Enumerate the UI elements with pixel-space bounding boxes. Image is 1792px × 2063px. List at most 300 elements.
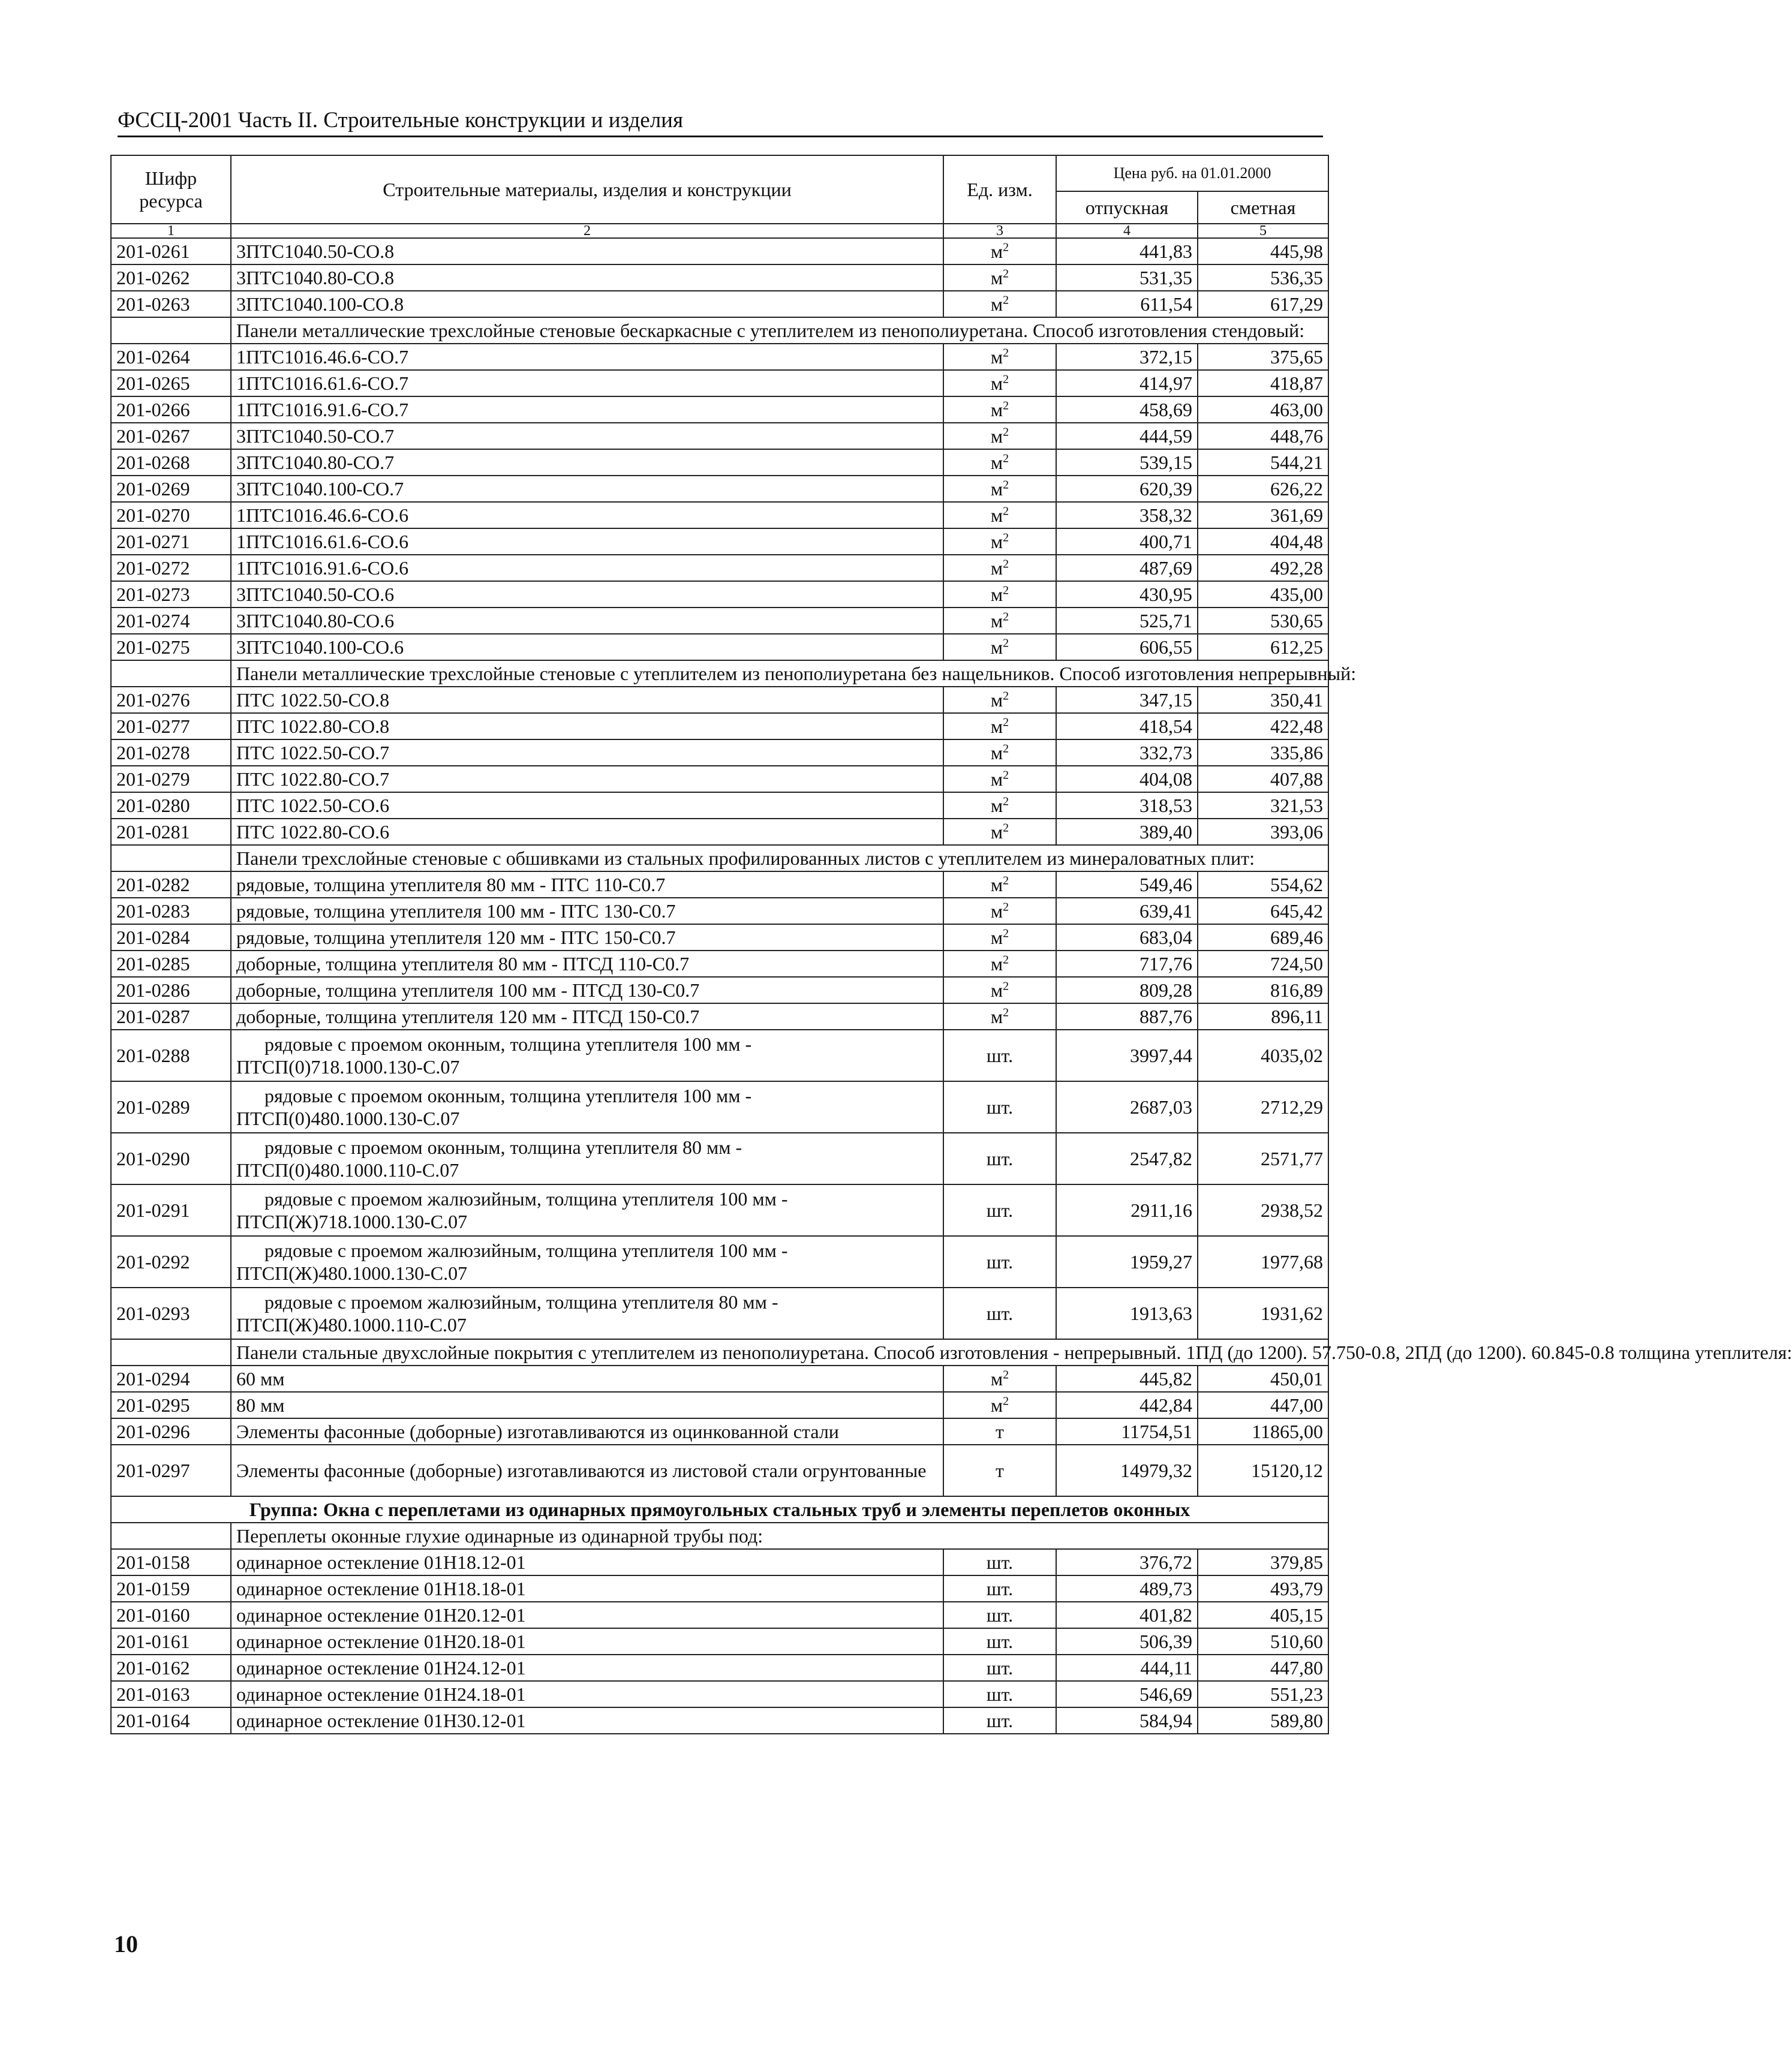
table-row xyxy=(111,502,1328,528)
material-name-line: рядовые с проемом жалюзийным, толщина утеплителя 100 мм - xyxy=(264,1240,788,1261)
estimate-price: 492,28 xyxy=(1198,555,1328,581)
unit-label: шт. xyxy=(986,1303,1014,1324)
table-row xyxy=(111,1707,1328,1734)
resource-code: 201-0161 xyxy=(111,1628,231,1655)
table-row xyxy=(111,1288,1328,1339)
section-heading: Панели трехслойные стеновые с обшивками из стальных профилированных листов с утеплителем из минераловатных плит: xyxy=(231,845,1328,871)
unit-label: м xyxy=(990,900,1003,922)
release-price: 2911,16 xyxy=(1056,1184,1198,1236)
section-heading-row xyxy=(111,1523,1328,1549)
release-price: 683,04 xyxy=(1056,924,1198,951)
table-row xyxy=(111,1549,1328,1575)
table-row xyxy=(111,1602,1328,1628)
table-row xyxy=(111,687,1328,713)
table-row xyxy=(111,1133,1328,1184)
resource-code: 201-0163 xyxy=(111,1681,231,1707)
material-name: 1ПТС1016.91.6-СО.7 xyxy=(231,396,943,423)
resource-code: 201-0262 xyxy=(111,264,231,291)
unit-label: м xyxy=(990,715,1003,737)
square-superscript: 2 xyxy=(1003,742,1009,756)
group-heading: Группа: Окна с переплетами из одинарных прямоугольных стальных труб и элементы переплетов оконных xyxy=(111,1496,1328,1523)
unit-label: м xyxy=(990,953,1003,975)
table-row xyxy=(111,1030,1328,1081)
resource-code: 201-0270 xyxy=(111,502,231,528)
square-superscript: 2 xyxy=(1003,452,1009,465)
material-name: 3ПТС1040.50-СО.7 xyxy=(231,423,943,449)
unit xyxy=(943,1133,1056,1184)
section-heading-row xyxy=(111,660,1328,687)
resource-code: 201-0162 xyxy=(111,1655,231,1681)
unit-label: шт. xyxy=(986,1551,1014,1573)
estimate-price: 530,65 xyxy=(1198,608,1328,634)
release-price: 809,28 xyxy=(1056,977,1198,1003)
unit xyxy=(943,264,1056,291)
release-price: 389,40 xyxy=(1056,819,1198,845)
unit-label: м xyxy=(990,636,1003,658)
section-heading-row xyxy=(111,1339,1328,1366)
release-price: 584,94 xyxy=(1056,1707,1198,1734)
col-number: 2 xyxy=(231,224,943,238)
empty-cell xyxy=(111,1523,231,1549)
unit xyxy=(943,291,1056,317)
table-row xyxy=(111,792,1328,819)
release-price: 1959,27 xyxy=(1056,1236,1198,1288)
release-price: 444,11 xyxy=(1056,1655,1198,1681)
resource-code: 201-0261 xyxy=(111,238,231,264)
material-name: одинарное остекление 01Н24.18-01 xyxy=(231,1681,943,1707)
unit xyxy=(943,1003,1056,1030)
estimate-price: 422,48 xyxy=(1198,713,1328,739)
unit xyxy=(943,344,1056,370)
table-row xyxy=(111,1681,1328,1707)
resource-code: 201-0164 xyxy=(111,1707,231,1734)
material-name-line: рядовые с проемом оконным, толщина утеплителя 100 мм - xyxy=(264,1085,752,1106)
resource-code: 201-0264 xyxy=(111,344,231,370)
estimate-price: 2938,52 xyxy=(1198,1184,1328,1236)
release-price: 414,97 xyxy=(1056,370,1198,396)
empty-cell xyxy=(111,660,231,687)
resource-code: 201-0280 xyxy=(111,792,231,819)
square-superscript: 2 xyxy=(1003,372,1009,386)
section-heading: Панели металлические трехслойные стеновые с утеплителем из пенополиуретана без нащельников. Способ изготовления непрерывный: xyxy=(231,660,1328,687)
material-name: Элементы фасонные (доборные) изготавливаются из листовой стали огрунтованные xyxy=(231,1445,943,1496)
unit xyxy=(943,1288,1056,1339)
material-name: ПТС 1022.80-СО.8 xyxy=(231,713,943,739)
resource-code: 201-0286 xyxy=(111,977,231,1003)
table-row xyxy=(111,1655,1328,1681)
unit xyxy=(943,555,1056,581)
unit xyxy=(943,1366,1056,1392)
release-price: 2687,03 xyxy=(1056,1081,1198,1133)
material-name: Элементы фасонные (доборные) изготавливаются из оцинкованной стали xyxy=(231,1418,943,1445)
release-price: 506,39 xyxy=(1056,1628,1198,1655)
empty-cell xyxy=(111,845,231,871)
section-heading: Панели стальные двухслойные покрытия с утеплителем из пенополиуретана. Способ изготовления - непрерывный. 1ПД (до 1200). 57.750-0.8, 2ПД (до 1200). 60.845-0.8 толщина утеплителя: xyxy=(231,1339,1328,1366)
material-name: одинарное остекление 01Н20.18-01 xyxy=(231,1628,943,1655)
release-price: 332,73 xyxy=(1056,739,1198,766)
unit-label: м xyxy=(990,425,1003,447)
unit xyxy=(943,1602,1056,1628)
material-name: одинарное остекление 01Н18.18-01 xyxy=(231,1575,943,1602)
table-row xyxy=(111,1366,1328,1392)
estimate-price: 404,48 xyxy=(1198,528,1328,555)
estimate-price: 15120,12 xyxy=(1198,1445,1328,1496)
table-row xyxy=(111,871,1328,898)
resource-code: 201-0159 xyxy=(111,1575,231,1602)
col-number: 3 xyxy=(943,224,1056,238)
square-superscript: 2 xyxy=(1003,346,1009,360)
estimate-price: 551,23 xyxy=(1198,1681,1328,1707)
release-price: 489,73 xyxy=(1056,1575,1198,1602)
section-heading: Панели металлические трехслойные стеновые бескаркасные с утеплителем из пенополиуретана. Способ изготовления стендовый: xyxy=(231,317,1328,344)
resource-code: 201-0269 xyxy=(111,476,231,502)
resource-code: 201-0295 xyxy=(111,1392,231,1418)
unit-label: м xyxy=(990,372,1003,394)
estimate-price: 435,00 xyxy=(1198,581,1328,608)
estimate-price: 626,22 xyxy=(1198,476,1328,502)
unit xyxy=(943,1628,1056,1655)
square-superscript: 2 xyxy=(1003,267,1009,281)
square-superscript: 2 xyxy=(1003,795,1009,808)
table-row xyxy=(111,238,1328,264)
unit xyxy=(943,449,1056,476)
resource-code: 201-0266 xyxy=(111,396,231,423)
table-row xyxy=(111,1575,1328,1602)
unit-label: м xyxy=(990,531,1003,552)
release-price: 14979,32 xyxy=(1056,1445,1198,1496)
unit-label: м xyxy=(990,557,1003,579)
resource-code: 201-0282 xyxy=(111,871,231,898)
release-price: 430,95 xyxy=(1056,581,1198,608)
unit-label: шт. xyxy=(986,1199,1014,1221)
unit-label: м xyxy=(990,610,1003,631)
square-superscript: 2 xyxy=(1003,504,1009,518)
estimate-price: 612,25 xyxy=(1198,634,1328,660)
release-price: 611,54 xyxy=(1056,291,1198,317)
table-row xyxy=(111,1081,1328,1133)
estimate-price: 554,62 xyxy=(1198,871,1328,898)
square-superscript: 2 xyxy=(1003,821,1009,835)
col-number: 4 xyxy=(1056,224,1198,238)
unit xyxy=(943,396,1056,423)
material-name: 1ПТС1016.91.6-СО.6 xyxy=(231,555,943,581)
table-row xyxy=(111,713,1328,739)
unit-label: шт. xyxy=(986,1578,1014,1599)
material-name-line: рядовые с проемом жалюзийным, толщина утеплителя 80 мм - xyxy=(264,1291,778,1313)
table-row xyxy=(111,528,1328,555)
resource-code: 201-0293 xyxy=(111,1288,231,1339)
estimate-price: 4035,02 xyxy=(1198,1030,1328,1081)
table-row xyxy=(111,1418,1328,1445)
material-mark: ПТСП(0)480.1000.130-С.07 xyxy=(236,1108,460,1129)
unit xyxy=(943,1184,1056,1236)
unit xyxy=(943,871,1056,898)
table-row xyxy=(111,739,1328,766)
unit-label: м xyxy=(990,979,1003,1001)
unit xyxy=(943,581,1056,608)
unit-label: шт. xyxy=(986,1631,1014,1652)
estimate-price: 896,11 xyxy=(1198,1003,1328,1030)
unit xyxy=(943,792,1056,819)
estimate-price: 536,35 xyxy=(1198,264,1328,291)
table-row xyxy=(111,766,1328,792)
table-row xyxy=(111,476,1328,502)
table-row xyxy=(111,423,1328,449)
estimate-price: 407,88 xyxy=(1198,766,1328,792)
material-mark: ПТСП(0)718.1000.130-С.07 xyxy=(236,1056,460,1078)
unit xyxy=(943,951,1056,977)
square-superscript: 2 xyxy=(1003,768,1009,782)
estimate-price: 445,98 xyxy=(1198,238,1328,264)
unit-label: шт. xyxy=(986,1251,1014,1273)
unit xyxy=(943,476,1056,502)
unit-label: шт. xyxy=(986,1710,1014,1731)
release-price: 620,39 xyxy=(1056,476,1198,502)
material-name-line: рядовые с проемом оконным, толщина утеплителя 80 мм - xyxy=(264,1136,742,1158)
square-superscript: 2 xyxy=(1003,478,1009,492)
section-heading: Переплеты оконные глухие одинарные из одинарной трубы под: xyxy=(231,1523,1328,1549)
material-name xyxy=(231,1030,943,1081)
table-row xyxy=(111,608,1328,634)
price-table xyxy=(110,155,1792,1734)
estimate-price: 447,80 xyxy=(1198,1655,1328,1681)
estimate-price: 405,15 xyxy=(1198,1602,1328,1628)
material-name: доборные, толщина утеплителя 80 мм - ПТСД 110-С0.7 xyxy=(231,951,943,977)
estimate-price: 510,60 xyxy=(1198,1628,1328,1655)
material-name xyxy=(231,1081,943,1133)
material-name: 1ПТС1016.61.6-СО.6 xyxy=(231,528,943,555)
material-name: 1ПТС1016.46.6-СО.6 xyxy=(231,502,943,528)
resource-code: 201-0273 xyxy=(111,581,231,608)
table-row xyxy=(111,264,1328,291)
release-price: 418,54 xyxy=(1056,713,1198,739)
estimate-price: 2571,77 xyxy=(1198,1133,1328,1184)
release-price: 606,55 xyxy=(1056,634,1198,660)
resource-code: 201-0160 xyxy=(111,1602,231,1628)
material-name: рядовые, толщина утеплителя 80 мм - ПТС 110-С0.7 xyxy=(231,871,943,898)
resource-code: 201-0268 xyxy=(111,449,231,476)
table-row xyxy=(111,1184,1328,1236)
estimate-price: 11865,00 xyxy=(1198,1418,1328,1445)
material-name: доборные, толщина утеплителя 120 мм - ПТСД 150-С0.7 xyxy=(231,1003,943,1030)
square-superscript: 2 xyxy=(1003,874,1009,888)
material-mark: ПТСП(Ж)480.1000.130-С.07 xyxy=(236,1262,468,1284)
material-name-line: рядовые с проемом жалюзийным, толщина утеплителя 100 мм - xyxy=(264,1188,788,1210)
resource-code: 201-0278 xyxy=(111,739,231,766)
resource-code: 201-0284 xyxy=(111,924,231,951)
material-name: ПТС 1022.50-СО.8 xyxy=(231,687,943,713)
unit xyxy=(943,1707,1056,1734)
release-price: 487,69 xyxy=(1056,555,1198,581)
unit xyxy=(943,739,1056,766)
resource-code: 201-0287 xyxy=(111,1003,231,1030)
unit-label: м xyxy=(990,768,1003,790)
estimate-price: 450,01 xyxy=(1198,1366,1328,1392)
unit-label: м xyxy=(990,874,1003,895)
release-price: 639,41 xyxy=(1056,898,1198,924)
unit-label: м xyxy=(990,267,1003,288)
release-price: 531,35 xyxy=(1056,264,1198,291)
unit xyxy=(943,608,1056,634)
square-superscript: 2 xyxy=(1003,689,1009,703)
square-superscript: 2 xyxy=(1003,293,1009,307)
square-superscript: 2 xyxy=(1003,900,1009,914)
resource-code: 201-0292 xyxy=(111,1236,231,1288)
table-row xyxy=(111,1628,1328,1655)
unit-label: шт. xyxy=(986,1683,1014,1705)
estimate-price: 1977,68 xyxy=(1198,1236,1328,1288)
unit-label: м xyxy=(990,1394,1003,1416)
material-name: 3ПТС1040.80-СО.8 xyxy=(231,264,943,291)
group-heading-row xyxy=(111,1496,1328,1523)
unit-label: шт. xyxy=(986,1148,1014,1169)
unit-label: м xyxy=(990,452,1003,473)
material-name: 80 мм xyxy=(231,1392,943,1418)
estimate-price: 447,00 xyxy=(1198,1392,1328,1418)
unit-label: шт. xyxy=(986,1604,1014,1626)
col-estimate-header: сметная xyxy=(1198,191,1328,224)
section-heading-row xyxy=(111,317,1328,344)
material-name xyxy=(231,1184,943,1236)
col-price-header: Цена руб. на 01.01.2000 xyxy=(1056,155,1328,191)
resource-code: 201-0281 xyxy=(111,819,231,845)
unit xyxy=(943,1655,1056,1681)
material-name: 3ПТС1040.80-СО.6 xyxy=(231,608,943,634)
empty-cell xyxy=(111,317,231,344)
estimate-price: 816,89 xyxy=(1198,977,1328,1003)
unit-label: м xyxy=(990,1368,1003,1390)
unit xyxy=(943,1081,1056,1133)
estimate-price: 589,80 xyxy=(1198,1707,1328,1734)
unit xyxy=(943,819,1056,845)
resource-code: 201-0288 xyxy=(111,1030,231,1081)
release-price: 347,15 xyxy=(1056,687,1198,713)
square-superscript: 2 xyxy=(1003,927,1009,940)
unit xyxy=(943,1681,1056,1707)
unit-label: м xyxy=(990,795,1003,816)
estimate-price: 617,29 xyxy=(1198,291,1328,317)
release-price: 376,72 xyxy=(1056,1549,1198,1575)
table-row xyxy=(111,370,1328,396)
release-price: 404,08 xyxy=(1056,766,1198,792)
square-superscript: 2 xyxy=(1003,240,1009,254)
table-row xyxy=(111,1392,1328,1418)
estimate-price: 463,00 xyxy=(1198,396,1328,423)
square-superscript: 2 xyxy=(1003,979,1009,993)
release-price: 887,76 xyxy=(1056,1003,1198,1030)
unit xyxy=(943,1392,1056,1418)
estimate-price: 375,65 xyxy=(1198,344,1328,370)
unit xyxy=(943,977,1056,1003)
estimate-price: 350,41 xyxy=(1198,687,1328,713)
release-price: 444,59 xyxy=(1056,423,1198,449)
unit-label: м xyxy=(990,689,1003,711)
square-superscript: 2 xyxy=(1003,531,1009,545)
unit xyxy=(943,423,1056,449)
unit xyxy=(943,528,1056,555)
material-mark: ПТСП(0)480.1000.110-С.07 xyxy=(236,1159,459,1181)
table-row xyxy=(111,396,1328,423)
release-price: 445,82 xyxy=(1056,1366,1198,1392)
release-price: 11754,51 xyxy=(1056,1418,1198,1445)
material-name: 3ПТС1040.100-СО.8 xyxy=(231,291,943,317)
unit xyxy=(943,502,1056,528)
resource-code: 201-0263 xyxy=(111,291,231,317)
unit-label: м xyxy=(990,927,1003,948)
unit xyxy=(943,1575,1056,1602)
resource-code: 201-0285 xyxy=(111,951,231,977)
material-name: одинарное остекление 01Н30.12-01 xyxy=(231,1707,943,1734)
col-number: 1 xyxy=(111,224,231,238)
unit xyxy=(943,713,1056,739)
square-superscript: 2 xyxy=(1003,399,1009,413)
resource-code: 201-0294 xyxy=(111,1366,231,1392)
col-name-header: Строительные материалы, изделия и конструкции xyxy=(231,155,943,224)
table-body xyxy=(111,238,1792,1734)
estimate-price: 393,06 xyxy=(1198,819,1328,845)
unit-label: м xyxy=(990,346,1003,368)
table-row xyxy=(111,449,1328,476)
estimate-price: 418,87 xyxy=(1198,370,1328,396)
material-name: одинарное остекление 01Н18.12-01 xyxy=(231,1549,943,1575)
unit-label: шт. xyxy=(986,1096,1014,1118)
estimate-price: 379,85 xyxy=(1198,1549,1328,1575)
resource-code: 201-0272 xyxy=(111,555,231,581)
square-superscript: 2 xyxy=(1003,584,1009,597)
material-name xyxy=(231,1133,943,1184)
unit-label: т xyxy=(996,1421,1004,1442)
unit-label: м xyxy=(990,821,1003,843)
unit xyxy=(943,898,1056,924)
table-row xyxy=(111,1445,1328,1496)
table-row xyxy=(111,581,1328,608)
resource-code: 201-0277 xyxy=(111,713,231,739)
resource-code: 201-0289 xyxy=(111,1081,231,1133)
unit xyxy=(943,766,1056,792)
release-price: 358,32 xyxy=(1056,502,1198,528)
table-row xyxy=(111,555,1328,581)
resource-code: 201-0279 xyxy=(111,766,231,792)
release-price: 546,69 xyxy=(1056,1681,1198,1707)
material-name: ПТС 1022.80-СО.6 xyxy=(231,819,943,845)
square-superscript: 2 xyxy=(1003,1368,1009,1382)
release-price: 442,84 xyxy=(1056,1392,1198,1418)
unit xyxy=(943,238,1056,264)
material-name: ПТС 1022.50-СО.6 xyxy=(231,792,943,819)
unit xyxy=(943,924,1056,951)
material-name: доборные, толщина утеплителя 100 мм - ПТСД 130-С0.7 xyxy=(231,977,943,1003)
unit-label: м xyxy=(990,742,1003,763)
release-price: 318,53 xyxy=(1056,792,1198,819)
table-row xyxy=(111,951,1328,977)
estimate-price: 724,50 xyxy=(1198,951,1328,977)
square-superscript: 2 xyxy=(1003,636,1009,650)
release-price: 400,71 xyxy=(1056,528,1198,555)
material-name: 3ПТС1040.50-СО.8 xyxy=(231,238,943,264)
release-price: 2547,82 xyxy=(1056,1133,1198,1184)
table-row xyxy=(111,1236,1328,1288)
material-name: рядовые, толщина утеплителя 100 мм - ПТС 130-С0.7 xyxy=(231,898,943,924)
release-price: 3997,44 xyxy=(1056,1030,1198,1081)
table-head xyxy=(111,155,1328,238)
col-code-header: Шифр ресурса xyxy=(111,155,231,224)
unit xyxy=(943,370,1056,396)
material-mark: ПТСП(Ж)718.1000.130-С.07 xyxy=(236,1211,468,1232)
col-unit-header: Ед. изм. xyxy=(943,155,1056,224)
estimate-price: 544,21 xyxy=(1198,449,1328,476)
square-superscript: 2 xyxy=(1003,715,1009,729)
estimate-price: 645,42 xyxy=(1198,898,1328,924)
